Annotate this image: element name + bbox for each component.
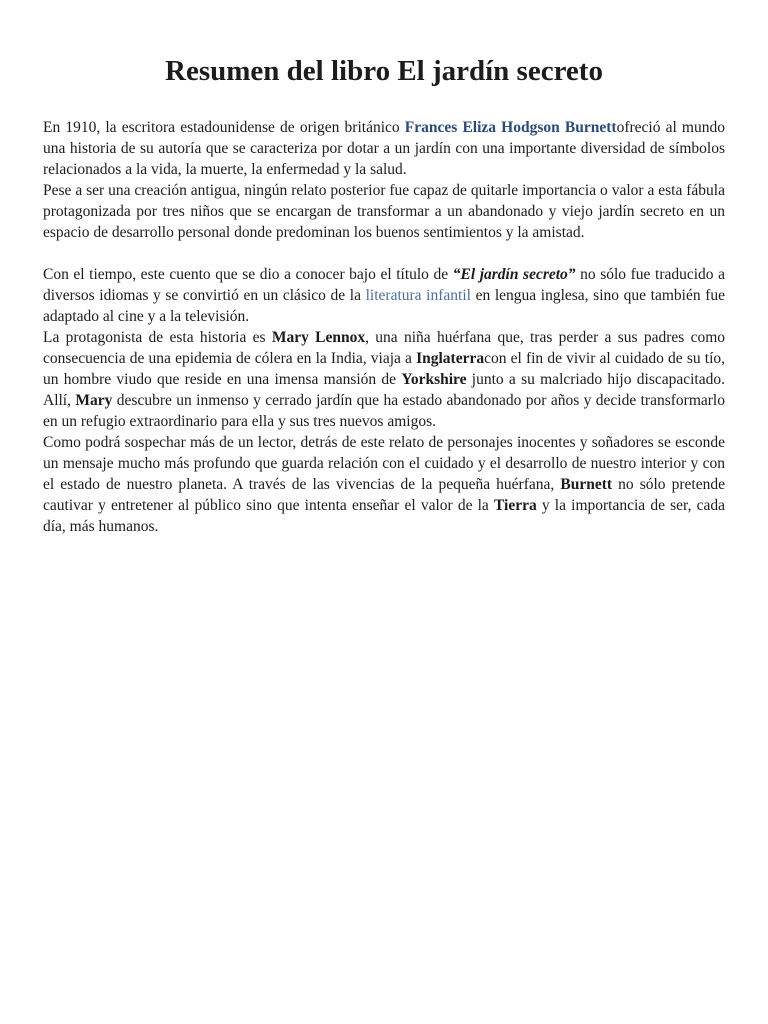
text-run: Burnett	[560, 476, 613, 493]
text-run: En 1910, la escritora estadounidense de origen británico	[43, 119, 405, 136]
text-run: ofreció al mundo una historia de su autoría que se caracteriza por dotar a un jardín con una importante diversidad de símbolos relacionados a la vida, la muerte, la enfermedad y la salud.	[43, 119, 725, 178]
text-run: junto a su malcriado hijo discapacitado. Allí,	[43, 371, 725, 409]
text-run: Pese a ser una creación antigua, ningún relato posterior fue capaz de quitarle importancia o valor a esta fábula protagonizada por tres niños que se encargan de transformar a un abandonado y viejo jardín secreto en un espacio de desarrollo personal donde predominan los buenos sentimientos y la amistad.	[43, 182, 725, 241]
text-run: Mary Lennox	[271, 329, 366, 346]
text-run: en lengua inglesa, sino que también fue adaptado al cine y a la televisión.	[43, 287, 725, 325]
text-run: Yorkshire	[401, 371, 467, 388]
text-run: “El jardín secreto”	[452, 266, 576, 283]
paragraph	[43, 117, 725, 180]
inline-hyperlink[interactable]: literatura infantil	[365, 287, 471, 304]
text-run: no sólo fue traducido a diversos idiomas y se convirtió en un clásico de la	[43, 266, 725, 304]
author-name-link[interactable]: Frances Eliza Hodgson Burnett	[404, 119, 617, 136]
text-run: Como podrá sospechar más de un lector, detrás de este relato de personajes inocentes y soñadores se esconde un mensaje mucho más profundo que guarda relación con el cuidado y el desarrollo de nuestro interior y con el estado de nuestro planeta. A través de las vivencias de la pequeña huérfana,	[43, 434, 725, 493]
document-title: Resumen del libro El jardín secreto	[165, 55, 603, 87]
text-run: con el fin de vivir al cuidado de su tío, un hombre viudo que reside en una imensa mansión de	[43, 350, 725, 388]
paragraph	[43, 180, 725, 243]
text-run: Inglaterra	[416, 350, 485, 367]
paragraph	[43, 327, 725, 432]
text-run: Con el tiempo, este cuento que se dio a conocer bajo el título de	[43, 266, 453, 283]
text-run: La protagonista de esta historia es	[43, 329, 272, 346]
text-run: Mary	[75, 392, 113, 409]
text-run: descubre un inmenso y cerrado jardín que ha estado abandonado por años y decide transformarlo en un refugio extraordinario para ella y sus tres nuevos amigos.	[43, 392, 725, 430]
paragraph	[43, 264, 725, 327]
paragraph	[43, 432, 725, 537]
document-body	[43, 117, 725, 537]
text-run: Tierra	[493, 497, 537, 514]
text-run: , una niña huérfana que, tras perder a sus padres como consecuencia de una epidemia de cólera en la India, viaja a	[43, 329, 726, 367]
text-run: y la importancia de ser, cada día, más humanos.	[43, 497, 726, 535]
text-run: no sólo pretende cautivar y entretener al público sino que intenta enseñar el valor de la	[43, 476, 725, 514]
